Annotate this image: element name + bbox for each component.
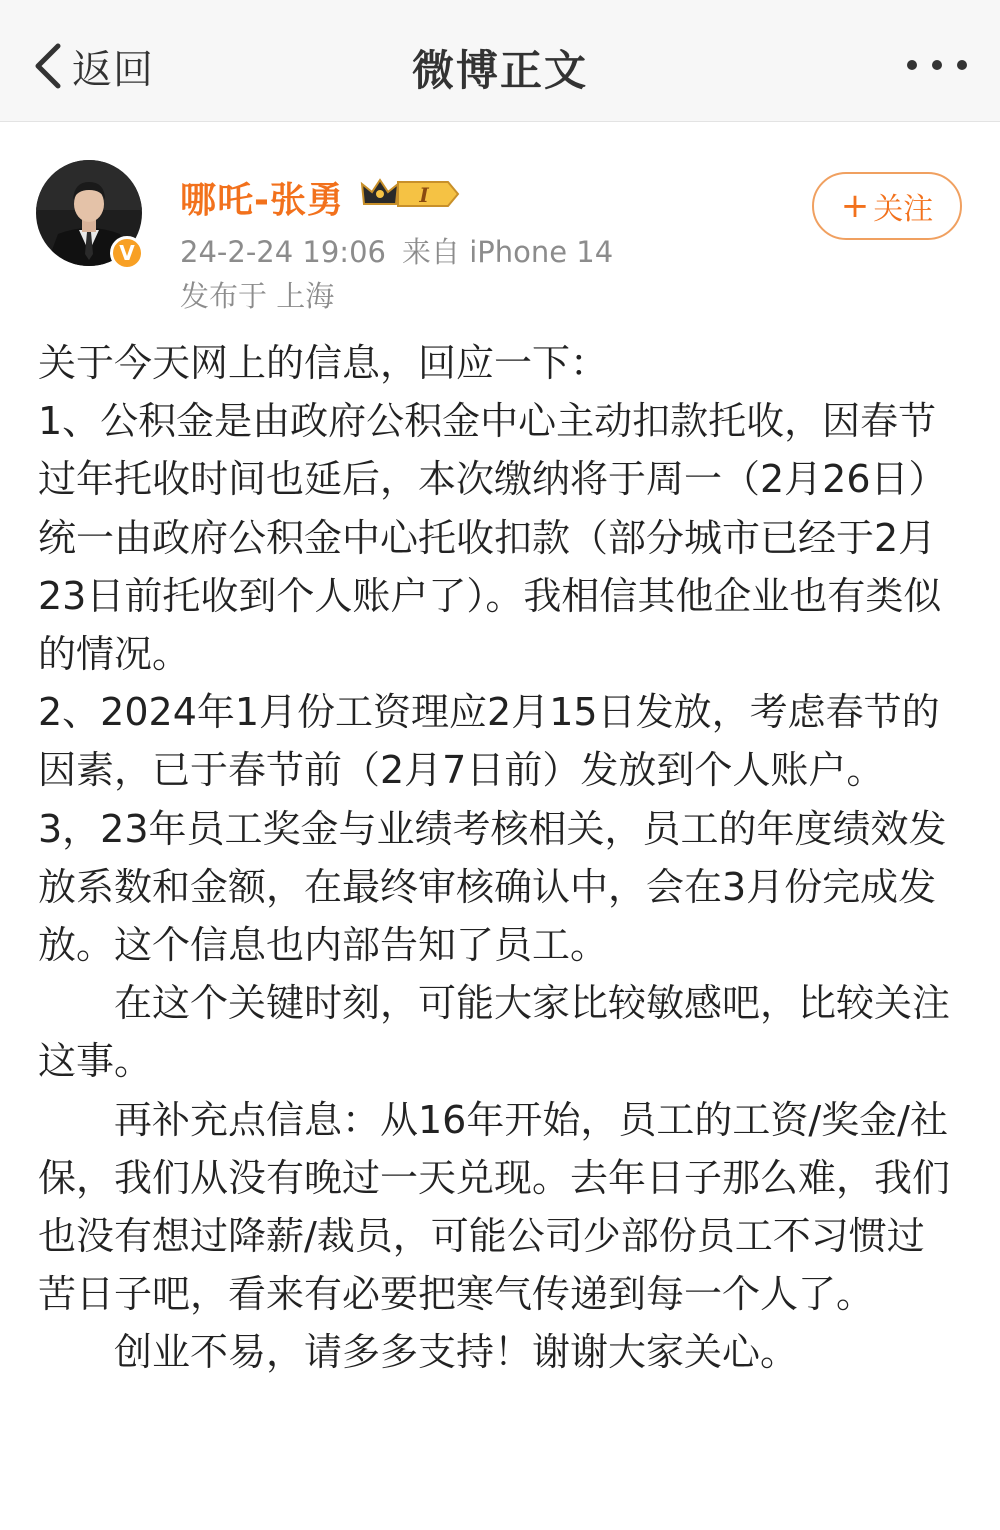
post-body <box>38 334 958 1382</box>
post-paragraph: 在这个关键时刻，可能大家比较敏感吧，比较关注这事。 <box>38 981 951 1084</box>
post-header <box>0 122 1000 322</box>
nav-bar <box>0 0 1000 122</box>
post-paragraph: 2、2024年1月份工资理应2月15日发放，考虑春节的因素，已于春节前（2月7日前）发放到个人账户。 <box>38 690 940 793</box>
post-meta <box>180 230 613 271</box>
verified-badge: V <box>110 236 144 270</box>
post-paragraph: 再补充点信息：从16年开始，员工的工资/奖金/社保，我们从没有晚过一天兑现。去年日子那么难，我们也没有想过降薪/裁员，可能公司少部份员工不习惯过苦日子吧，看来有必要把寒气传递到每一个人了。 <box>38 1097 951 1317</box>
post-location: 发布于 上海 <box>180 279 335 313</box>
back-label: 返回 <box>72 46 154 93</box>
post-paragraph: 创业不易，请多多支持！谢谢大家关心。 <box>114 1330 799 1375</box>
member-level-text: I <box>419 183 429 207</box>
follow-label: 关注 <box>873 192 934 227</box>
member-crown-icon[interactable] <box>360 174 460 214</box>
post-paragraph: 3，23年员工奖金与业绩考核相关，员工的年度绩效发放系数和金额，在最终审核确认中，会在3月份完成发放。这个信息也内部告知了员工。 <box>38 806 947 968</box>
post-time: 24-2-24 19:06 <box>180 235 386 269</box>
post-paragraph: 1、公积金是由政府公积金中心主动扣款托收，因春节过年托收时间也延后，本次缴纳将于周一（2月26日）统一由政府公积金中心托收扣款（部分城市已经于2月23日前托收到个人账户了）。我相信其他企业也有类似的情况。 <box>38 399 947 677</box>
post-source: 来自 iPhone 14 <box>401 235 614 269</box>
plus-icon: + <box>840 186 870 226</box>
post-paragraph: 关于今天网上的信息，回应一下： <box>38 341 609 385</box>
page-title: 微博正文 <box>411 46 588 95</box>
user-name[interactable]: 哪吒-张勇 <box>180 180 344 221</box>
follow-button[interactable] <box>812 172 962 240</box>
more-dots-icon[interactable] <box>904 50 970 80</box>
